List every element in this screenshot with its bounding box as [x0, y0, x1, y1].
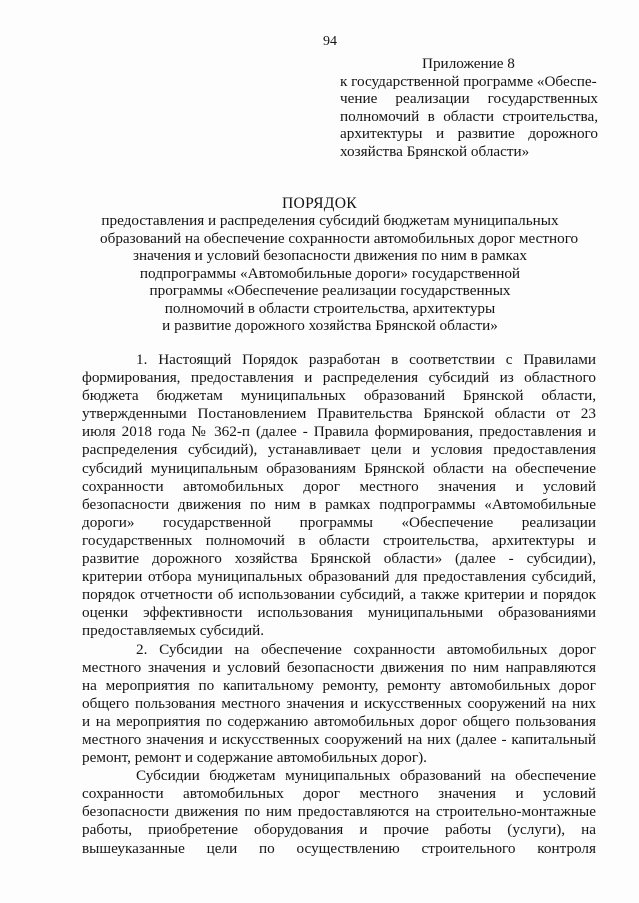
subtitle-line: предоставления и распределения субсидий бюджетам муниципальных: [101, 212, 559, 229]
text-line: предоставляемых субсидий.: [82, 622, 265, 640]
text-line: общего пользования местного значения и искусственных сооружений на них: [82, 694, 596, 712]
page-number: 94: [323, 34, 337, 49]
appendix-line: полномочий в области строительства,: [340, 107, 598, 125]
document-title: ПОРЯДОК: [281, 195, 357, 212]
text-line: работы, приобретение оборудования и прочие работы (услуги), на: [82, 821, 596, 839]
text-line: безопасности движения по ним предоставляются на строительно-монтажные: [82, 803, 596, 821]
appendix-line: хозяйства Брянской области»: [340, 142, 530, 160]
text-line: безопасности движения по ним в рамках подпрограммы «Автомобильные: [82, 495, 596, 513]
text-line: распределения субсидий), устанавливает цели и условия предоставления: [82, 441, 596, 459]
text-line: и на мероприятия по содержанию автомобильных дорог общего пользования: [82, 712, 596, 730]
paragraph-1: [82, 351, 596, 641]
paragraph-3: [82, 767, 596, 857]
text-line: критерии отбора муниципальных образований для предоставления субсидий,: [82, 568, 596, 586]
text-line: формирования, предоставления и распределения субсидий из областного: [82, 369, 596, 387]
text-line: сохранности автомобильных дорог местного значения и условий: [82, 477, 596, 495]
subtitle-line: программы «Обеспечение реализации государственных: [149, 282, 511, 299]
text-line: 2. Субсидии на обеспечение сохранности автомобильных дорог: [136, 640, 596, 658]
appendix-line: чение реализации государственных: [340, 90, 598, 108]
text-line: субсидий муниципальным образованиям Брянской области на обеспечение: [82, 459, 596, 477]
appendix-line: к государственной программе «Обеспе-: [340, 72, 597, 90]
subtitle-line: подпрограммы «Автомобильные дороги» государственной: [139, 264, 521, 282]
text-line: на мероприятия по капитальному ремонту, ремонту автомобильных дорог: [82, 676, 596, 694]
text-line: Субсидии бюджетам муниципальных образований на обеспечение: [136, 767, 596, 785]
text-line: порядок отчетности об использовании субсидий, а также критерии и порядок: [82, 586, 596, 604]
text-line: вышеуказанные цели по осуществлению строительного контроля: [82, 839, 596, 857]
text-line: местного значения и условий безопасности движения по ним направляются: [82, 658, 596, 676]
appendix-line: Приложение 8: [422, 55, 515, 72]
subtitle-line: значения и условий безопасности движения по ним в рамках: [133, 247, 527, 264]
text-line: ремонт, ремонт и содержание автомобильных дорог).: [82, 749, 427, 767]
text-line: местного значения и искусственных сооружений на них (далее - капитальный: [82, 730, 596, 748]
text-line: бюджета бюджетам муниципальных образований Брянской области,: [82, 387, 596, 405]
subtitle-line: и развитие дорожного хозяйства Брянской области»: [162, 317, 498, 334]
appendix-line: архитектуры и развитие дорожного: [340, 125, 598, 143]
text-line: июля 2018 года № 362-п (далее - Правила формирования, предоставления и: [82, 423, 596, 441]
text-line: государственных полномочий в области строительства, архитектуры и: [82, 531, 596, 549]
text-line: дороги» государственной программы «Обеспечение реализации: [82, 513, 596, 531]
appendix-block: [340, 55, 598, 161]
text-line: сохранности автомобильных дорог местного значения и условий: [82, 785, 596, 803]
document-body: [82, 351, 596, 858]
text-line: развитие дорожного хозяйства Брянской области» (далее - субсидии),: [82, 550, 596, 568]
text-line: 1. Настоящий Порядок разработан в соответствии с Правилами: [136, 351, 596, 368]
subtitle-line: образований на обеспечение сохранности автомобильных дорог местного: [100, 229, 579, 247]
text-line: оценки эффективности использования муниципальными образованиями: [82, 604, 596, 622]
text-line: утвержденными Постановлением Правительства Брянской области от 23: [82, 405, 596, 423]
subtitle-line: полномочий в области строительства, архитектуры: [164, 299, 496, 317]
paragraph-2: [82, 641, 596, 768]
document-subtitle: [100, 212, 579, 335]
